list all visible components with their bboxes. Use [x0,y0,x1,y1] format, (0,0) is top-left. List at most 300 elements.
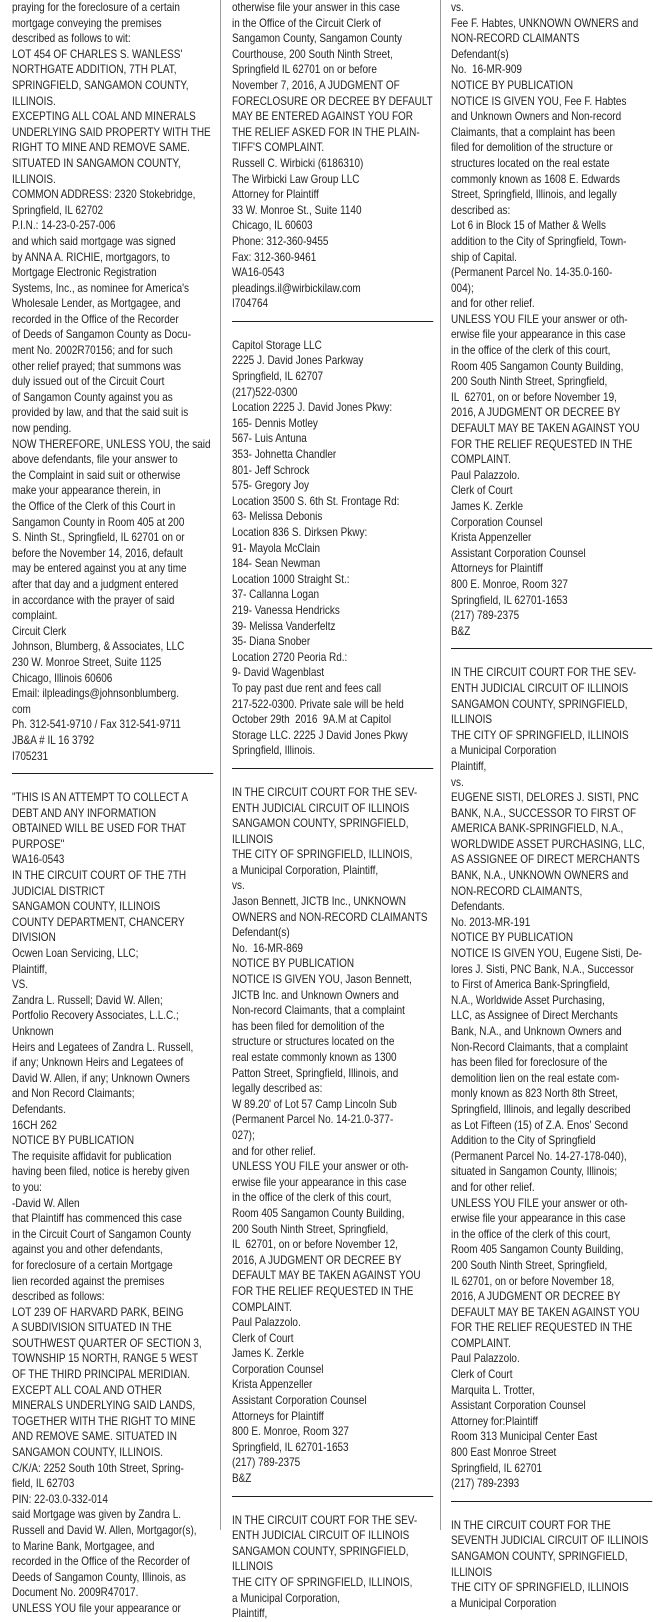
notice-line: against you and other defendants, [12,1243,163,1257]
notice-line: has been filed for demolition of the [232,1019,385,1033]
notice-line: COUNTY DEPARTMENT, CHANCERY [12,915,185,929]
notice-line: BANK, N.A., SUCCESSOR TO FIRST OF [451,806,637,820]
notice-line: complaint. [12,609,58,623]
notice-line: a Municipal Corporation [451,744,557,758]
notice-line: 2016, A JUDGMENT OR DECREE BY [451,1290,621,1304]
notice-line: in the office of the clerk of this court, [451,344,611,358]
notice-line: 91- Mayola McClain [232,541,321,555]
notice-line: EUGENE SISTI, DELORES J. SISTI, PNC [451,791,639,805]
notice-line: to Marine Bank, Mortgagee, and [12,1539,155,1553]
notice-line: WA16-0543 [12,853,65,867]
notice-line: Attorney for:Plaintiff [451,1414,538,1428]
notice-line: IN THE CIRCUIT COURT FOR THE SEV- [451,666,637,680]
notice-line: DEFAULT MAY BE TAKEN AGAINST YOU [451,1305,640,1319]
notice-line: 2016, A JUDGMENT OR DECREE BY [451,406,621,420]
notice-line: vs. [451,1,464,14]
notice-line: to you: [12,1180,42,1194]
notice-line: IL 62701, on or before November 12, [232,1238,398,1252]
notice-line: DEBT AND ANY INFORMATION [12,806,157,820]
notice-line: NOTICE BY PUBLICATION [451,931,574,945]
notice-line: now pending. [12,422,72,436]
notice-line: 230 W. Monroe Street, Suite 1125 [12,655,162,669]
notice-line: Springfield, IL 62707 [232,370,324,384]
notice-line: Chicago, Illinois 60606 [12,671,113,685]
notice-line: THE CITY OF SPRINGFIELD, ILLINOIS, [232,1576,413,1589]
notice-line: 801- Jeff Schrock [232,463,310,477]
notice-line: (217) 789-2375 [232,1456,301,1470]
notice-line: THE RELIEF ASKED FOR IN THE PLAIN- [232,125,420,139]
notice-line: Deeds of Sangamon County, Illinois, as [12,1570,186,1584]
notice-line: 200 South Ninth Street, Springfield, [451,375,608,389]
notice-line: above defendants, file your answer to [12,453,178,467]
notice-line: Clerk of Court [451,1368,513,1382]
notice-line: Ph. 312-541-9710 / Fax 312-541-9711 [12,718,181,732]
notice-line: ILLINOIS [451,1565,493,1579]
column-divider [220,0,221,1530]
notice-line: a Municipal Corporation, Plaintiff, [232,863,379,877]
notice-line: Clerk of Court [232,1331,294,1345]
notice-line: PIN: 22-03.0-332-014 [12,1492,108,1506]
notice-line: IL 62701, on or before November 19, [451,390,617,404]
notice-line: Room 313 Municipal Center East [451,1430,598,1444]
notice-line: Defendants. [12,1102,66,1116]
notice-line: Attorney for Plaintiff [232,188,319,202]
notice-line: NOTICE IS GIVEN YOU, Fee F. Habtes [451,94,627,108]
notice-line: B&Z [451,624,471,638]
notice-line: if any; Unknown Heirs and Legatees of [12,1056,184,1070]
notice-line: 800 East Monroe Street [451,1446,557,1460]
notice-line: AMERICA BANK-SPRINGFIELD, N.A., [451,822,624,836]
notice-line: and for other relief. [451,297,535,311]
notice-line: The requisite affidavit for publication [12,1149,172,1163]
notice-line: OWNERS and NON-RECORD CLAIMANTS [232,910,428,924]
notice-line: EXCEPT ALL COAL AND OTHER [12,1383,162,1397]
legal-notice [451,1518,655,1612]
notice-line: COMPLAINT. [451,1336,511,1350]
notice-line: 567- Luis Antuna [232,432,307,446]
notice-line: 2016, A JUDGMENT OR DECREE BY [232,1253,402,1267]
notice-line: recorded in the Office of the Recorder of [12,1555,190,1569]
notice-line: AND REMOVE SAME. SITUATED IN [12,1430,177,1444]
notice-line: Springfield, Illinois. [232,744,316,758]
notice-line: BANK, N.A., UNKNOWN OWNERS and [451,869,629,883]
notice-line: in the office of the clerk of this court, [451,1227,611,1241]
legal-notice [451,0,655,639]
notice-line: IN THE CIRCUIT COURT OF THE 7TH [12,869,187,883]
notice-line: (Permanent Parcel No. 14-35.0-160- [451,266,613,280]
notice-line: SANGAMON COUNTY, ILLINOIS. [12,1446,164,1460]
notice-line: UNLESS YOU file your appearance or [12,1601,181,1615]
notice-line: James K. Zerkle [232,1347,305,1361]
notice-line: Russell C. Wirbicki (6186310) [232,156,364,170]
legal-notice [232,338,436,759]
notice-line: vs. [451,775,464,789]
notice-line: 33 W. Monroe St., Suite 1140 [232,203,362,217]
notice-line: OBTAINED WILL BE USED FOR THAT [12,822,187,836]
notice-line: Claimants, that a complaint has been [451,125,616,139]
notice-line: 200 South Ninth Street, Springfield, [232,1222,389,1236]
notice-line: IL 62701, on or before November 18, [451,1274,615,1288]
notice-line: 353- Johnetta Chandler [232,448,337,462]
notice-line: 37- Callanna Logan [232,588,320,602]
notice-line: vs. [232,879,245,893]
column-2 [232,0,436,1621]
notice-line: Location 1000 Straight St.: [232,572,350,586]
notice-line: SANGAMON COUNTY, SPRINGFIELD, [451,697,628,711]
notice-line: Attorneys for Plaintiff [451,562,543,576]
notice-separator [232,321,433,322]
notice-line: pleadings.il@wirbickilaw.com [232,281,361,295]
notice-line: No. 16-MR-909 [451,63,522,77]
notice-line: P.I.N.: 14-23-0-257-006 [12,219,116,233]
notice-line: To pay past due rent and fees call [232,681,382,695]
notice-line: Location 2720 Peoria Rd.: [232,650,348,664]
column-1 [12,0,215,1615]
notice-line: Non-Record Claimants, that a complaint [451,1040,628,1054]
notice-line: Wholesale Lender, as Mortgagee, and [12,297,181,311]
notice-line: 165- Dennis Motley [232,416,318,430]
notice-line: Paul Palazzolo. [451,468,520,482]
notice-line: Patton Street, Springfield, Illinois, and [232,1066,399,1080]
notice-line: com [12,702,31,716]
notice-line: a Municipal Corporation, [232,1591,341,1605]
notice-line: Bank, N.A., and Unknown Owners and [451,1025,622,1038]
notice-line: ship of Capital. [451,250,517,264]
notice-line: legally described as: [232,1082,323,1096]
notice-line: recorded in the Office of the Recorder [12,312,179,326]
notice-line: Defendants. [451,900,505,914]
notice-line: Springfield, Illinois, and legally described [451,1102,631,1116]
notice-line: Attorneys for Plaintiff [232,1409,324,1423]
notice-line: Courthouse, 200 South Ninth Street, [232,47,393,61]
notice-line: SPRINGFIELD, SANGAMON COUNTY, [12,78,189,92]
notice-line: ILLINOIS. [12,94,56,108]
notice-line: Zandra L. Russell; David W. Allen; [12,993,163,1007]
notice-line: Marquita L. Trotter, [451,1383,535,1397]
notice-line: DEFAULT MAY BE TAKEN AGAINST YOU [451,422,640,436]
notice-line: Circuit Clerk [12,624,67,638]
notice-line: ENTH JUDICIAL CIRCUIT OF ILLINOIS [232,801,410,815]
notice-line: otherwise file your answer in this case [232,1,400,14]
notice-line: October 29th 2016 9A.M at Capitol [232,713,392,727]
notice-line: in the office of the clerk of this court, [232,1191,392,1205]
notice-line: provided by law, and that the said suit is [12,406,189,420]
notice-line: lores J. Sisti, PNC Bank, N.A., Successor [451,962,634,976]
notice-line: Chicago, IL 60603 [232,219,313,233]
notice-line: B&Z [232,1472,252,1486]
notice-line: Springfield, IL 62702 [12,203,104,217]
notice-line: WORLDWIDE ASSET PURCHASING, LLC, [451,837,645,851]
notice-line: 200 South Ninth Street, Springfield, [451,1258,608,1272]
notice-line: said Mortgage was given by Zandra L. [12,1508,182,1522]
notice-line: may be entered against you at any time [12,562,187,576]
notice-line: Storage LLC. 2225 J David Jones Pkwy [232,728,408,742]
notice-line: erwise file your appearance in this case [451,328,626,342]
notice-line: Defendant(s) [451,47,509,61]
notice-line: described as: [451,203,511,217]
notice-line: 217-522-0300. Private sale will be held [232,697,404,711]
notice-line: and which said mortgage was signed [12,234,176,248]
notice-line: UNLESS YOU FILE your answer or oth- [451,1196,628,1210]
notice-line: Corporation Counsel [451,515,543,529]
legal-notice [232,1513,436,1622]
notice-line: (Permanent Parcel No. 14-21.0-377- [232,1113,394,1127]
notice-line: UNDERLYING SAID PROPERTY WITH THE [12,125,211,139]
notice-line: Russell and David W. Allen, Mortgagor(s), [12,1524,197,1537]
notice-line: No. 2013-MR-191 [451,915,531,929]
notice-line: Krista Appenzeller [451,531,532,545]
notice-line: TOWNSHIP 15 NORTH, RANGE 5 WEST [12,1352,199,1366]
notice-line: praying for the foreclosure of a certain [12,1,180,14]
notice-line: Non-record Claimants, that a complaint [232,1004,405,1018]
notice-line: 184- Sean Newman [232,557,321,571]
notice-line: Krista Appenzeller [232,1378,313,1392]
notice-line: David W. Allen, if any; Unknown Owners [12,1071,190,1085]
notice-line: ILLINOIS [232,832,274,846]
notice-separator [232,1496,433,1497]
notice-line: Clerk of Court [451,484,513,498]
notice-line: NOTICE IS GIVEN YOU, Eugene Sisti, De- [451,947,642,961]
notice-line: described as follows to wit: [12,32,131,46]
notice-line: The Wirbicki Law Group LLC [232,172,360,186]
notice-line: Email: ilpleadings@johnsonblumberg. [12,687,179,701]
notice-line: I705231 [12,749,49,763]
notice-line: IN THE CIRCUIT COURT FOR THE SEV- [232,1513,418,1527]
notice-separator [451,1501,652,1502]
notice-line: 9- David Wagenblast [232,666,325,680]
notice-line: and Non Record Claimants; [12,1087,135,1101]
notice-line: Room 405 Sangamon County Building, [451,1243,624,1257]
notice-line: Springfield, IL 62701 [451,1461,543,1475]
notice-line: 63- Melissa Debonis [232,510,323,524]
notice-line: 2225 J. David Jones Parkway [232,354,364,368]
notice-line: 004); [451,281,474,295]
notice-line: Capitol Storage LLC [232,338,322,352]
notice-line: SANGAMON COUNTY, SPRINGFIELD, [232,1544,409,1558]
notice-line: ment No. 2002R70156; and for such [12,344,173,358]
notice-line: of Deeds of Sangamon County as Docu- [12,328,192,342]
notice-line: ILLINOIS [451,713,493,727]
notice-line: in the Circuit Court of Sangamon County [12,1227,192,1241]
notice-line: Paul Palazzolo. [451,1352,520,1366]
notice-line: before the November 14, 2016, default [12,546,183,560]
notice-line: Springfield, IL 62701-1653 [451,593,568,607]
notice-line: DEFAULT MAY BE TAKEN AGAINST YOU [232,1269,421,1283]
notice-line: 219- Vanessa Hendricks [232,603,340,617]
notice-line: COMPLAINT. [451,453,511,467]
notice-line: VS. [12,978,29,992]
notice-line: (217)522-0300 [232,385,298,399]
notice-line: No. 16-MR-869 [232,941,303,955]
notice-line: Ocwen Loan Servicing, LLC; [12,947,139,961]
notice-line: Assistant Corporation Counsel [232,1394,367,1408]
notice-line: filed for demolition of the structure or [451,141,613,155]
notice-line: NORTHGATE ADDITION, 7TH PLAT, [12,63,177,77]
notice-line: a Municipal Corporation [451,1596,557,1610]
notice-line: monly known as 823 North 8th Street, [451,1087,618,1101]
notice-line: S. Ninth St., Springfield, IL 62701 on or [12,531,185,545]
notice-line: Fee F. Habtes, UNKNOWN OWNERS and [451,16,639,30]
notice-line: LOT 239 OF HARVARD PARK, BEING [12,1305,184,1319]
notice-line: I704764 [232,297,269,311]
notice-line: Portfolio Recovery Associates, L.L.C.; [12,1009,179,1023]
notice-line: NON-RECORD CLAIMANTS [451,32,580,46]
notice-line: WA16-0543 [232,266,285,280]
notice-line: Heirs and Legatees of Zandra L. Russell, [12,1040,194,1054]
notice-line: SITUATED IN SANGAMON COUNTY, [12,156,181,170]
notice-line: after that day and a judgment entered [12,577,179,591]
notice-line: Systems, Inc., as nominee for America's [12,281,190,295]
notice-line: OF THE THIRD PRINCIPAL MERIDIAN. [12,1368,191,1382]
notice-line: Assistant Corporation Counsel [451,1399,586,1413]
notice-line: Plaintiff, [451,759,487,773]
notice-line: the Complaint in said suit or otherwise [12,468,181,482]
notice-line: Assistant Corporation Counsel [451,546,586,560]
notice-line: THE CITY OF SPRINGFIELD, ILLINOIS [451,1581,629,1595]
notice-line: "THIS IS AN ATTEMPT TO COLLECT A [12,791,189,805]
notice-line: in the Office of the Circuit Clerk of [232,16,381,30]
notice-line: TIFF'S COMPLAINT. [232,141,325,155]
notice-line: (217) 789-2393 [451,1477,520,1491]
notice-separator [451,648,652,649]
notice-line: IN THE CIRCUIT COURT FOR THE [451,1518,611,1532]
notice-line: 575- Gregory Joy [232,479,310,493]
notice-line: real estate commonly known as 1300 [232,1051,397,1064]
column-3 [451,0,655,1610]
notice-line: 027); [232,1128,255,1142]
notice-line: MAY BE ENTERED AGAINST YOU FOR [232,110,413,124]
notice-line: MINERALS UNDERLYING SAID LANDS, [12,1399,196,1413]
notice-line: THE CITY OF SPRINGFIELD, ILLINOIS [451,728,629,742]
notice-line: structure or structures located on the [232,1035,395,1049]
notice-line: mortgage conveying the premises [12,16,162,30]
notice-line: situated in Sangamon County, Illinois; [451,1165,618,1179]
notice-line: THE CITY OF SPRINGFIELD, ILLINOIS, [232,848,413,862]
notice-line: of Sangamon County against you as [12,390,173,404]
notice-line: (Permanent Parcel No. 14-27-178-040), [451,1149,627,1163]
notice-line: Document No. 2009R47017. [12,1586,139,1600]
notice-line: FORECLOSURE OR DECREE BY DEFAULT [232,94,433,108]
notice-separator [232,768,433,769]
notice-line: Defendant(s) [232,926,290,940]
notice-line: Sangamon County in Room 405 at 200 [12,515,185,529]
notice-line: ENTH JUDICIAL CIRCUIT OF ILLINOIS [232,1529,410,1543]
notice-line: make your appearance therein, in [12,484,161,498]
notice-line: Location 836 S. Dirksen Pkwy: [232,526,368,539]
notice-line: C/K/A: 2252 South 10th Street, Spring- [12,1461,184,1475]
notice-line: 16CH 262 [12,1118,57,1132]
legal-notice [232,785,436,1487]
notice-line: lien recorded against the premises [12,1274,165,1288]
notice-line: having been filed, notice is hereby given [12,1165,190,1179]
notice-line: and for other relief. [451,1180,535,1194]
notice-line: FOR THE RELIEF REQUESTED IN THE [232,1284,414,1298]
notice-line: COMPLAINT. [232,1300,292,1314]
notice-line: and Unknown Owners and Non-record [451,110,622,124]
notice-line: Unknown [12,1025,54,1038]
notice-line: Location 2225 J. David Jones Pkwy: [232,401,393,415]
column-divider [440,0,441,1530]
notice-line: as Lot Fifteen (15) of Z.A. Enos' Second [451,1118,629,1132]
notice-separator [12,773,213,774]
notice-line: Johnson, Blumberg, & Associates, LLC [12,640,185,654]
notice-line: -David W. Allen [12,1196,80,1210]
notice-line: other relief prayed; that summons was [12,359,182,373]
notice-line: IN THE CIRCUIT COURT FOR THE SEV- [232,785,418,799]
notice-line: NON-RECORD CLAIMANTS, [451,884,583,898]
notice-line: COMMON ADDRESS: 2320 Stokebridge, [12,188,196,202]
notice-line: NOTICE BY PUBLICATION [232,957,355,971]
notice-line: for foreclosure of a certain Mortgage [12,1258,173,1272]
notice-line: NOW THEREFORE, UNLESS YOU, the said [12,437,211,451]
notice-line: ILLINOIS [232,1560,274,1574]
notice-line: structures located on the real estate [451,156,610,170]
notice-line: TOGETHER WITH THE RIGHT TO MINE [12,1414,196,1428]
notice-line: UNLESS YOU FILE your answer or oth- [232,1160,409,1174]
notice-line: EXCEPTING ALL COAL AND MINERALS [12,110,196,124]
notice-line: 39- Melissa Vanderfeltz [232,619,336,633]
notice-line: commonly known as 1608 E. Edwards [451,172,621,186]
notice-line: Sangamon County, Sangamon County [232,32,402,46]
notice-line: to First of America Bank-Springfield, [451,978,611,992]
notice-line: RIGHT TO MINE AND REMOVE SAME. [12,141,190,155]
notice-line: FOR THE RELIEF REQUESTED IN THE [451,437,633,451]
notice-line: UNLESS YOU FILE your answer or oth- [451,312,628,326]
notice-line: described as follows: [12,1290,105,1304]
notice-line: Paul Palazzolo. [232,1316,301,1330]
legal-notice [451,665,655,1491]
notice-line: erwise file your appearance in this case [232,1175,407,1189]
notice-line: Room 405 Sangamon County Building, [232,1206,405,1220]
notice-line: W 89.20' of Lot 57 Camp Lincoln Sub [232,1097,397,1111]
notice-line: 35- Diana Snober [232,635,311,649]
notice-line: SANGAMON COUNTY, ILLINOIS [12,900,161,914]
notice-line: SOUTHWEST QUARTER OF SECTION 3, [12,1336,202,1350]
legal-notice [12,790,215,1616]
notice-line: Phone: 312-360-9455 [232,234,329,248]
notice-line: SANGAMON COUNTY, SPRINGFIELD, [451,1550,628,1563]
notice-line: NOTICE IS GIVEN YOU, Jason Bennett, [232,973,412,987]
notice-line: by ANNA A. RICHIE, mortgagors, to [12,250,170,264]
notice-line: DIVISION [12,931,56,945]
notice-line: in accordance with the prayer of said [12,593,175,607]
notice-line: Location 3500 S. 6th St. Frontage Rd: [232,494,400,508]
notice-line: Plaintiff, [12,962,48,976]
notice-line: LOT 454 OF CHARLES S. WANLESS' [12,47,183,61]
notice-line: that Plaintiff has commenced this case [12,1212,182,1226]
notice-line: James K. Zerkle [451,500,524,513]
notice-line: AS ASSIGNEE OF DIRECT MERCHANTS [451,853,640,867]
notice-line: JICTB Inc. and Unknown Owners and [232,988,399,1002]
notice-line: (217) 789-2375 [451,609,520,623]
notice-line: Plaintiff, [232,1607,268,1621]
notice-line: N.A., Worldwide Asset Purchasing, [451,993,605,1007]
notice-line: Room 405 Sangamon County Building, [451,359,624,373]
notice-line: and for other relief. [232,1144,316,1158]
notice-line: Lot 6 in Block 15 of Mather & Wells [451,219,606,233]
notice-line: demolition lien on the real estate com- [451,1071,620,1085]
notice-line: Corporation Counsel [232,1362,324,1376]
notice-line: 800 E. Monroe, Room 327 [232,1425,349,1439]
notice-line: NOTICE BY PUBLICATION [12,1134,135,1148]
notice-line: ENTH JUDICIAL CIRCUIT OF ILLINOIS [451,681,629,695]
notice-line: JB&A # IL 16 3792 [12,733,95,747]
notice-line: Fax: 312-360-9461 [232,250,317,264]
notice-line: addition to the City of Springfield, Town- [451,234,627,248]
notice-line: PURPOSE" [12,837,65,851]
notice-line: Mortgage Electronic Registration [12,266,157,280]
notice-line: November 7, 2016, A JUDGMENT OF [232,78,400,92]
